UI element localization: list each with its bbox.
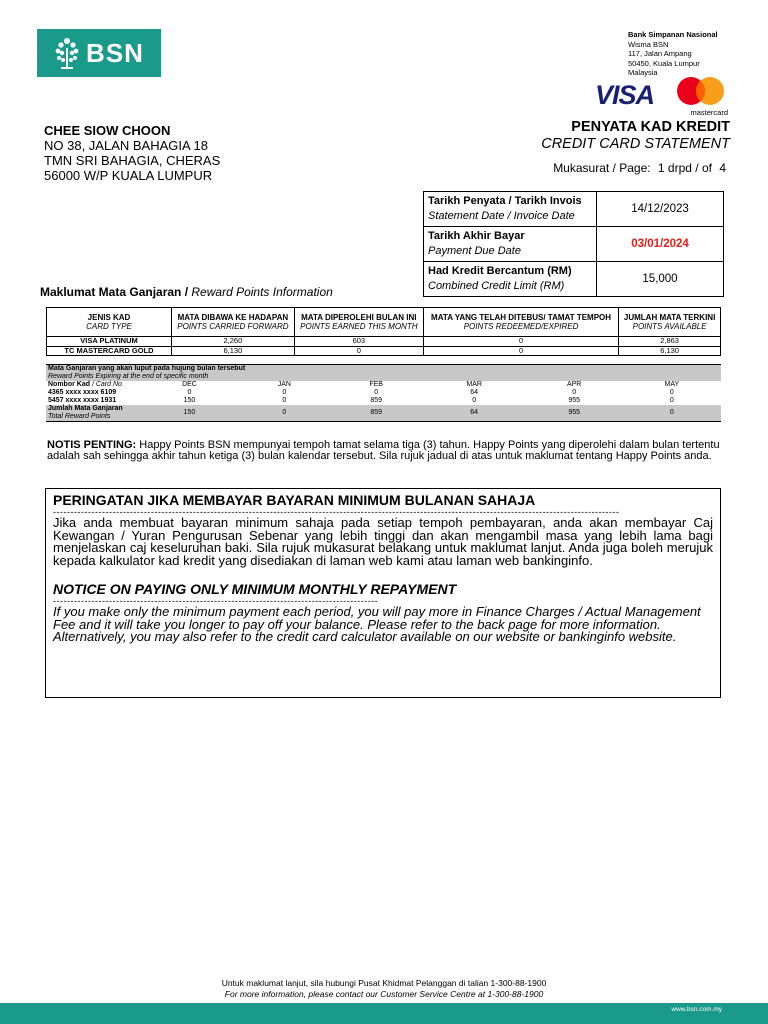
label-ms: Tarikh Akhir Bayar: [428, 230, 525, 242]
header-carried-forward: [172, 308, 295, 337]
page-total: 4: [719, 161, 726, 175]
footer-line-en: For more information, please contact our Customer Service Centre at 1-300-88-1900: [224, 989, 544, 999]
warning-title-ms: PERINGATAN JIKA MEMBAYAR BAYARAN MINIMUM BULANAN SAHAJA: [53, 492, 536, 508]
due-date-label: [424, 227, 597, 262]
statement-title: [541, 119, 730, 152]
header-available: [619, 308, 721, 337]
total-label-en: Total Reward Points: [48, 413, 111, 420]
expiring-value: 64: [470, 389, 479, 396]
credit-limit-value: 15,000: [597, 262, 724, 297]
expiring-value: 0: [669, 389, 674, 396]
expiring-value: 0: [282, 389, 287, 396]
card-type: VISA PLATINUM: [47, 337, 172, 347]
footer-bar: [0, 1003, 768, 1024]
expiring-title-en: Reward Points Expiring at the end of specific month: [48, 373, 209, 380]
month-header: APR: [566, 381, 582, 388]
visa-logo: VISA: [595, 80, 655, 110]
total-label-ms: Jumlah Mata Ganjaran: [48, 405, 123, 412]
statement-info-table: [423, 191, 724, 297]
card-no-header: [46, 381, 140, 389]
reward-title-ms: Maklumat Mata Ganjaran /: [40, 285, 189, 299]
total-row: [46, 405, 721, 422]
mastercard-logo: [672, 75, 730, 117]
header-en: POINTS CARRIED FORWARD: [177, 322, 289, 331]
warning-body-en: If you make only the minimum payment each period, you will pay more in Finance Charges / Actual Management Fee and it will take you longer to pay off your balance. Please refer to the back page for more information. Alternatively, you may also refer to the credit card calculator available on our website or bankinginfo website.: [53, 604, 701, 644]
bank-address-line: Malaysia: [628, 68, 658, 77]
website-link[interactable]: www.bsn.com.my: [671, 1006, 722, 1013]
table-row: [424, 192, 724, 227]
table-row: [424, 262, 724, 297]
points-available: 6,130: [619, 346, 721, 356]
page-value: 1 drpd / of: [657, 161, 712, 175]
table-row: [47, 337, 721, 347]
customer-address-line: NO 38, JALAN BAHAGIA 18: [44, 138, 209, 153]
header-ms: MATA DIPEROLEHI BULAN INI: [301, 313, 417, 322]
label-en: Payment Due Date: [428, 245, 521, 257]
label-en: Combined Credit Limit (RM): [428, 280, 565, 292]
total-value: 0: [239, 405, 330, 422]
reward-title-en: Reward Points Information: [191, 285, 333, 299]
header-ms: MATA YANG TELAH DITEBUS/ TAMAT TEMPOH: [431, 313, 612, 322]
expiring-value: 0: [572, 389, 577, 396]
expiring-title: [46, 365, 721, 382]
card-no-en: / Card No: [91, 381, 122, 388]
header-redeemed: [423, 308, 618, 337]
month-header: MAY: [664, 381, 680, 388]
divider: ------------------------------------------------------------------------------------------------------------------------------------------------------------------: [53, 508, 620, 517]
bank-address-line: 117, Jalan Ampang: [628, 49, 692, 58]
card-no-ms: Nombor Kad: [48, 381, 90, 388]
label-ms: Tarikh Penyata / Tarikh Invois: [428, 195, 582, 207]
expiring-value: 0: [669, 397, 674, 404]
header-ms: MATA DIBAWA KE HADAPAN: [177, 313, 289, 322]
total-value: 859: [330, 405, 423, 422]
points-earned: 603: [294, 337, 423, 347]
points-earned: 0: [294, 346, 423, 356]
footer-line-ms: Untuk maklumat lanjut, sila hubungi Pusat Khidmat Pelanggan di talian 1-300-88-1900: [221, 978, 547, 988]
expiring-value: 0: [282, 397, 287, 404]
notice-label: NOTIS PENTING:: [47, 439, 137, 451]
warning-body-ms: Jika anda membuat bayaran minimum sahaja pada setiap tempoh pembayaran, anda akan membayar Caj Kewangan / Yuran Pengurusan Sebenar yang lebih tinggi dan akan mengambil masa yang lebih lama bagi menjelaskan caj keseluruhan baki. Sila rujuk mukasurat belakang untuk maklumat lanjut. Anda juga boleh merujuk kepada kalkulator kad kredit yang disediakan di laman web kami atau laman web bankinginfo.: [53, 515, 713, 568]
warning-title-en: NOTICE ON PAYING ONLY MINIMUM MONTHLY REPAYMENT: [53, 581, 457, 597]
points-available: 2,863: [619, 337, 721, 347]
tree-icon: [54, 36, 80, 70]
expiring-value: 0: [472, 397, 477, 404]
points-redeemed: 0: [423, 346, 618, 356]
statement-date-label: [424, 192, 597, 227]
header-ms: JUMLAH MATA TERKINI: [623, 313, 716, 322]
expiring-value: 859: [370, 397, 383, 404]
header-earned: [294, 308, 423, 337]
mastercard-text: mastercard: [690, 108, 728, 117]
expiring-title-ms: Mata Ganjaran yang akan luput pada hujung bulan tersebut: [48, 365, 246, 372]
label-ms: Had Kredit Bercantum (RM): [428, 265, 572, 277]
statement-date-value: 14/12/2023: [597, 192, 724, 227]
table-row: [46, 389, 721, 397]
month-header: JAN: [277, 381, 291, 388]
statement-title-ms: PENYATA KAD KREDIT: [571, 119, 730, 135]
total-value: 64: [423, 405, 526, 422]
customer-address-line: 56000 W/P KUALA LUMPUR: [44, 168, 213, 183]
page-number: [553, 161, 726, 175]
table-row: [47, 346, 721, 356]
total-value: 150: [140, 405, 239, 422]
header-en: POINTS AVAILABLE: [632, 322, 707, 331]
logo-text: BSN: [86, 37, 144, 68]
total-value: 0: [623, 405, 721, 422]
bank-address: [628, 30, 718, 78]
header-ms: JENIS KAD: [87, 313, 131, 322]
expiring-points-table: [46, 364, 721, 422]
bsn-logo: [37, 29, 161, 77]
header-en: CARD TYPE: [86, 322, 132, 331]
card-type: TC MASTERCARD GOLD: [47, 346, 172, 356]
total-value: 955: [526, 405, 623, 422]
expiring-value: 150: [183, 397, 196, 404]
customer-address-line: TMN SRI BAHAGIA, CHERAS: [44, 153, 221, 168]
credit-limit-label: [424, 262, 597, 297]
expiring-value: 0: [374, 389, 379, 396]
expiring-title-row: [46, 365, 721, 382]
footer-contact: [0, 978, 768, 1000]
month-header: MAR: [466, 381, 482, 388]
table-row: [46, 397, 721, 405]
bank-address-line: Wisma BSN: [628, 39, 669, 49]
page-label: Mukasurat / Page:: [553, 161, 651, 175]
month-header: DEC: [182, 381, 197, 388]
total-label: [46, 405, 140, 422]
table-header-row: [47, 308, 721, 337]
label-en: Statement Date / Invoice Date: [428, 210, 575, 222]
notice-text: Happy Points BSN mempunyai tempoh tamat selama tiga (3) tahun. Happy Points yang diperolehi dalam bulan tertentu adalah sah sehingga akhir tahun ketiga (3) bulan kalendar tersebut. Sila rujuk jadual di atas untuk maklumat tentang Happy Points anda.: [47, 439, 720, 462]
due-date-value: 03/01/2024: [597, 227, 724, 262]
header-en: POINTS EARNED THIS MONTH: [300, 322, 418, 331]
expiring-value: 0: [187, 389, 192, 396]
card-number: 4365 xxxx xxxx 6109: [48, 389, 117, 396]
divider: ---------------------------------------------------------------------------------------------: [53, 597, 379, 606]
minimum-payment-warning: [45, 488, 721, 698]
header-card-type: [47, 308, 172, 337]
bank-address-line: 50450, Kuala Lumpur: [628, 58, 700, 68]
header-en: POINTS REDEEMED/EXPIRED: [463, 322, 579, 331]
table-row: [424, 227, 724, 262]
customer-address: [44, 123, 220, 183]
points-carried-forward: 6,130: [172, 346, 295, 356]
bank-name: Bank Simpanan Nasional: [628, 30, 718, 39]
points-redeemed: 0: [423, 337, 618, 347]
expiring-value: 955: [568, 397, 580, 404]
customer-name: CHEE SIOW CHOON: [44, 123, 171, 138]
month-header-row: [46, 381, 721, 389]
statement-title-en: CREDIT CARD STATEMENT: [541, 136, 730, 152]
month-header: FEB: [369, 381, 383, 388]
reward-points-table: [46, 307, 721, 356]
reward-points-title: [40, 285, 333, 299]
important-notice: [47, 440, 721, 462]
card-number: 5457 xxxx xxxx 1931: [48, 397, 117, 404]
points-carried-forward: 2,260: [172, 337, 295, 347]
